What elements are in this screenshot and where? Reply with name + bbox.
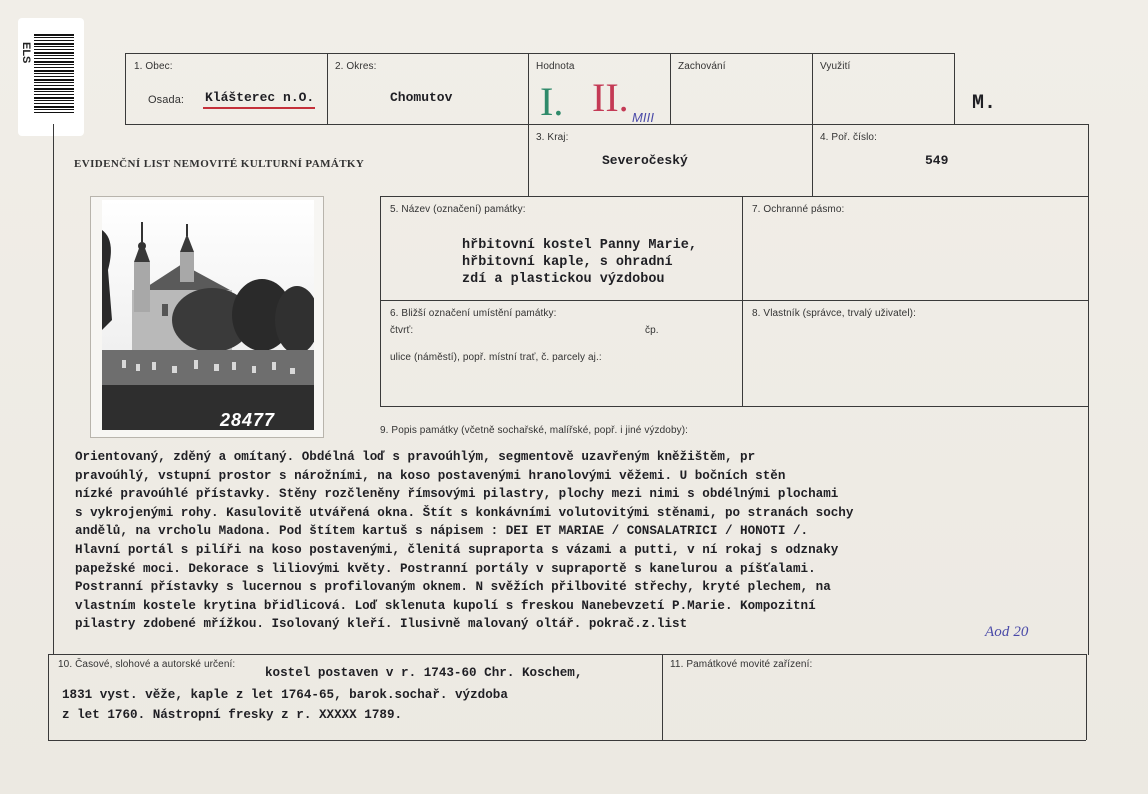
barcode-label: ELS (20, 42, 32, 64)
popis-line: papežské moci. Dekorace s liliovými květy. Postranní portály v supraportě s kanelurou a píšťalami. (75, 561, 816, 576)
kraj-value: Severočeský (602, 153, 688, 168)
nazev-line-2: hřbitovní kaple, s ohradní (462, 255, 673, 270)
hodnota-mark-red: II. (592, 75, 629, 120)
popis-handwritten-note: Aod 20 (985, 624, 1029, 640)
nazev-line-3: zdí a plastickou výzdobou (462, 272, 665, 287)
divider (528, 196, 1088, 197)
popis-line: s vykrojenými rohy. Kasulovitě utvářená okna. Štít s konkávními volutovitými stěnami, po stranách sochy (75, 505, 854, 520)
por-cislo-label: 4. Poř. číslo: (820, 132, 877, 143)
church-photo (102, 200, 314, 430)
ulice-label: ulice (náměstí), popř. místní trať, č. parcely aj.: (390, 352, 602, 363)
divider (812, 53, 813, 196)
divider (125, 53, 126, 124)
church-photo-image (102, 200, 314, 430)
divider (742, 196, 743, 406)
nazev-label: 5. Název (označení) památky: (390, 204, 526, 215)
hodnota-label: Hodnota (536, 61, 575, 72)
divider (48, 740, 1086, 741)
osada-label: Osada: (148, 94, 185, 106)
casove-line-3: z let 1760. Nástropní fresky z r. XXXXX 1789. (62, 708, 403, 722)
divider (670, 53, 671, 124)
popis-line: andělů, na vrcholu Madona. Pod štítem kartuš s nápisem : DEI ET MARIAE / CONSALATRICI / HONOTI /. (75, 524, 809, 539)
barcode-icon (34, 34, 74, 114)
casove-label: 10. Časové, slohové a autorské určení: (58, 659, 236, 670)
popis-line: nízké pravoúhlé přístavky. Stěny rozčleněny římsovými pilastry, plochy mezi nimi s obdélnými plochami (75, 487, 839, 502)
movite-label: 11. Památkové movité zařízení: (670, 659, 813, 670)
divider (327, 53, 328, 124)
okres-value: Chomutov (390, 90, 453, 105)
divider (48, 654, 49, 740)
nazev-line-1: hřbitovní kostel Panny Marie, (462, 238, 697, 253)
divider (380, 196, 528, 197)
divider (125, 124, 1089, 125)
divider (380, 406, 1088, 407)
divider (662, 654, 663, 740)
osada-value: Klášterec n.O. (205, 90, 315, 105)
form-title: EVIDENČNÍ LIST NEMOVITÉ KULTURNÍ PAMÁTKY (74, 158, 365, 170)
divider (380, 196, 381, 406)
vyuziti-mark: M. (972, 92, 997, 115)
divider (53, 124, 54, 655)
popis-line: pravoúhlý, vstupní prostor s nárožními, na koso postavenými hranolovými věžemi. U bočních stěn (75, 468, 786, 483)
photo-number: 28477 (220, 410, 276, 430)
obec-label: 1. Obec: (134, 61, 173, 72)
zachovani-label: Zachování (678, 61, 726, 72)
kraj-label: 3. Kraj: (536, 132, 569, 143)
popis-line: pilastry zdobené mřížkou. Isolovaný kleří. Ilusivně malovaný oltář. pokrač.z.list (75, 617, 688, 632)
divider (125, 53, 955, 54)
popis-label: 9. Popis památky (včetně sochařské, malířské, popř. i jiné výzdoby): (380, 425, 689, 436)
casove-line-2: 1831 vyst. věže, kaple z let 1764-65, barok.sochař. výzdoba (62, 688, 508, 702)
red-underline (203, 107, 315, 109)
ctvrt-label: čtvrť: (390, 325, 414, 336)
vyuziti-label: Využití (820, 61, 851, 72)
cp-label: čp. (645, 325, 659, 336)
vlastnik-label: 8. Vlastník (správce, trvalý uživatel): (752, 308, 916, 319)
divider (48, 654, 1086, 655)
divider (528, 53, 529, 196)
umisteni-label: 6. Bližší označení umístění památky: (390, 308, 557, 319)
divider (380, 300, 1088, 301)
okres-label: 2. Okres: (335, 61, 377, 72)
popis-line: Orientovaný, zděný a omítaný. Obdélná loď s pravoúhlým, segmentově uzavřeným kněžištěm, pr (75, 450, 756, 464)
ochranne-label: 7. Ochranné pásmo: (752, 204, 845, 215)
divider (954, 53, 955, 124)
casove-line-1: kostel postaven v r. 1743-60 Chr. Koschem, (265, 666, 583, 680)
popis-line: Hlavní portál s pilíři na koso postavenými, členitá supraporta s vázami a putti, v ní rokaj s odznaky (75, 542, 839, 557)
por-cislo-value: 549 (925, 153, 949, 168)
popis-text (75, 448, 1095, 634)
hodnota-mark-green: I. (540, 79, 564, 124)
popis-line: vlastním kostele krytina břidlicová. Loď sklenuta kupolí s freskou Nanebevzetí P.Marie. Kompozitní (75, 598, 816, 613)
hodnota-note: MIII (632, 110, 655, 125)
barcode-sticker (18, 18, 84, 136)
divider (1086, 654, 1087, 740)
popis-line: Postranní přístavky s lucernou s profilovaným oknem. N svěžích přilbovité střechy, kryté plechem, na (75, 580, 831, 595)
